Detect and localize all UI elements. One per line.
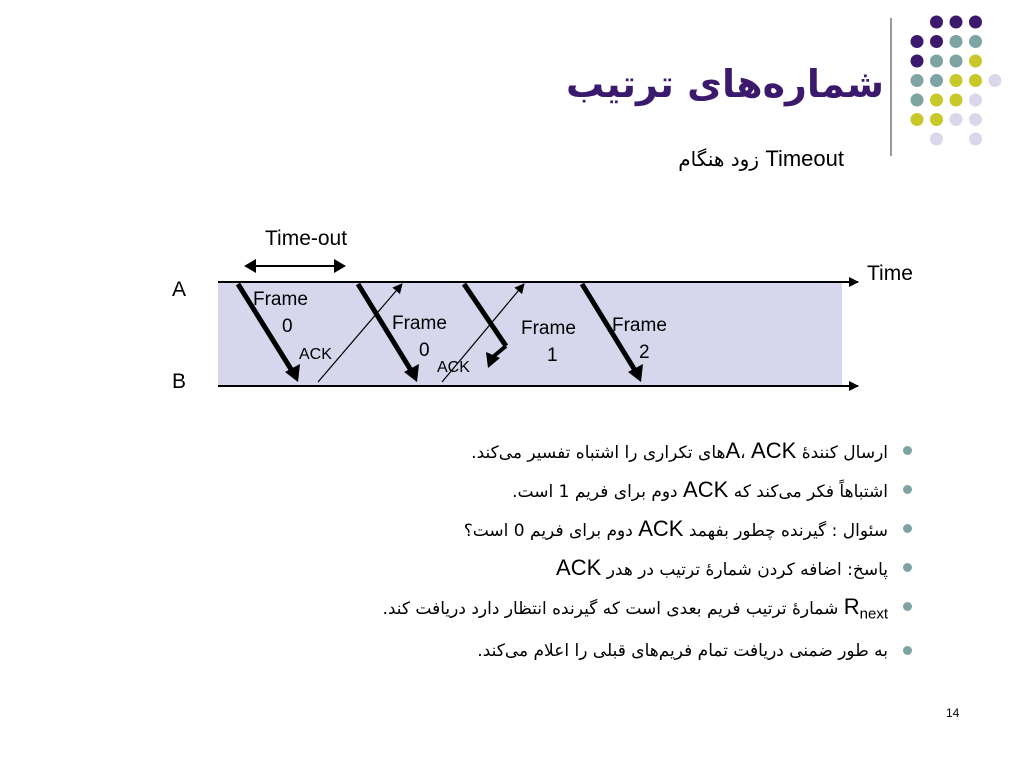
bullet-text: سئوال : گیرنده چطور بفهمد: [683, 521, 888, 541]
frame-2-number: 2: [639, 342, 650, 363]
frame-1-number: 1: [547, 345, 558, 366]
bullet-term: ACK: [683, 477, 729, 502]
frame-1-word: Frame: [521, 318, 576, 339]
bullet-dot: [903, 446, 912, 455]
bullet-item: [272, 440, 912, 464]
bullet-text: پاسخ: اضافه کردن شمارهٔ ترتیب در هدر: [601, 560, 888, 580]
frame-0-resend-number: 0: [419, 340, 430, 361]
bullet-term: R: [843, 594, 860, 619]
bullet-item: [272, 518, 912, 542]
bullet-dot: [903, 485, 912, 494]
receiver-label: B: [172, 370, 187, 393]
bullet-text: دوم برای فریم 1 است.: [512, 482, 684, 502]
bullet-dot: [903, 563, 912, 572]
ack-2-label: ACK: [437, 359, 470, 376]
subtitle-rest: زود هنگام: [678, 147, 766, 171]
time-axis-label: Time: [867, 262, 913, 285]
bullet-subscript: next: [859, 605, 888, 623]
frame-0-number: 0: [282, 316, 293, 337]
bullet-list: [272, 440, 912, 677]
bullet-item: [272, 557, 912, 581]
bullet-term: ACK: [638, 516, 684, 541]
page-number: 14: [946, 706, 960, 720]
bullet-term: ACK: [556, 555, 602, 580]
ack-1-label: ACK: [299, 346, 332, 363]
bullet-text: به طور ضمنی دریافت تمام فریم‌های قبلی را اعلام می‌کند.: [477, 641, 888, 662]
bullet-text: ارسال کنندهٔ: [796, 443, 888, 463]
bullet-text: شمارهٔ ترتیب فریم بعدی است که گیرنده انتظار دارد دریافت کند.: [382, 599, 844, 619]
frame-2-word: Frame: [612, 315, 667, 336]
sender-label: A: [172, 278, 187, 301]
bullet-term: A: [725, 438, 741, 463]
bullet-dot: [903, 524, 912, 533]
bullet-dot: [903, 646, 912, 655]
bullet-item: [272, 596, 912, 625]
frame-0-resend-word: Frame: [392, 313, 447, 334]
bullet-text: دوم برای فریم 0 است؟: [463, 521, 639, 541]
timeout-right-arrowhead: [334, 259, 346, 273]
subtitle-timeout: Timeout: [765, 146, 844, 171]
bullet-dot: [903, 602, 912, 611]
frame-0-word: Frame: [253, 289, 308, 310]
timeout-left-arrowhead: [244, 259, 256, 273]
timeout-label: Time-out: [265, 227, 348, 250]
bullet-text: های تکراری را اشتباه تفسیر می‌کند.: [471, 443, 726, 463]
bullet-term: ACK: [751, 438, 797, 463]
bullet-term-rnext: [843, 594, 888, 623]
bullet-text: ،: [740, 443, 752, 463]
bullet-item: [272, 479, 912, 503]
slide-title: شماره‌های ترتیب: [565, 62, 884, 106]
bullet-text: اشتباهاً فکر می‌کند که: [728, 482, 888, 502]
bullet-item: [272, 640, 912, 662]
